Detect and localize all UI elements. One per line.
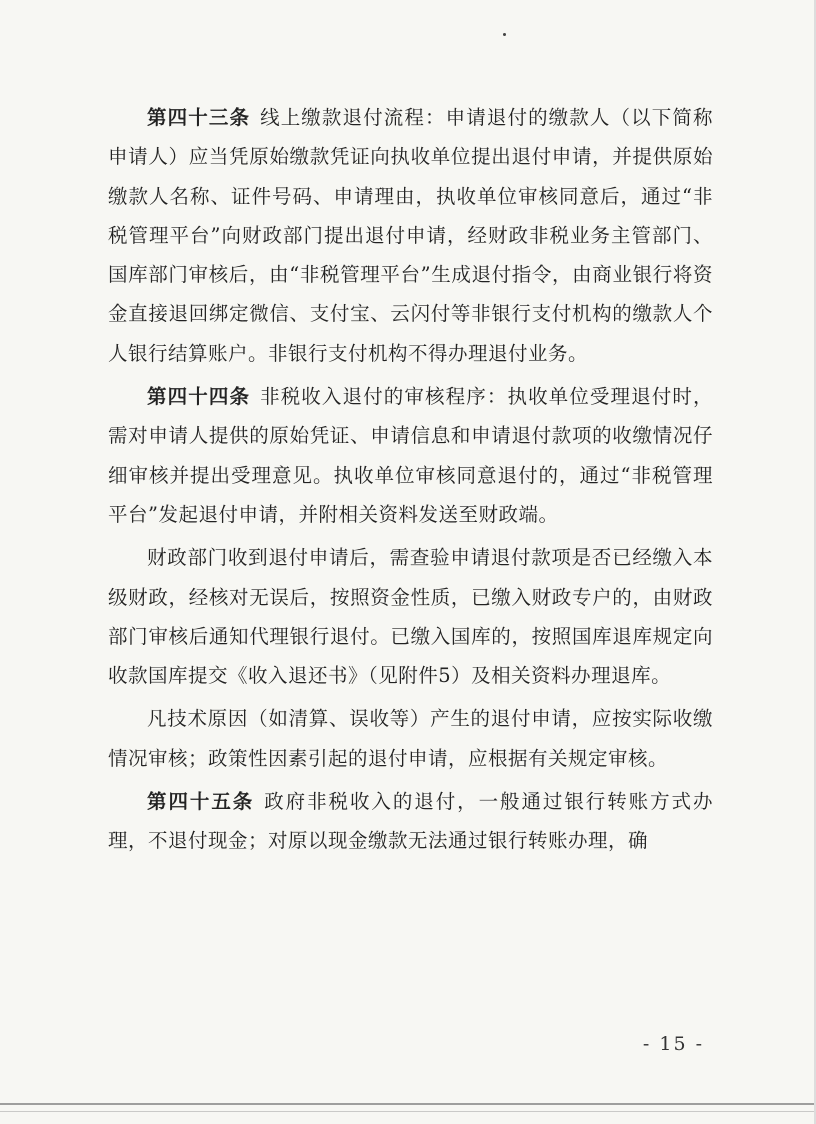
page-number: - 15 - [642,1033,704,1055]
scan-edge-line-secondary [0,1111,816,1112]
document-body [108,98,713,861]
paragraph-text: 非税收入退付的审核程序：执收单位受理退付时，需对申请人提供的原始凭证、申请信息和申请退付款项的收缴情况仔细审核并提出受理意见。执收单位审核同意退付的，通过“非税管理平台”发起退付申请，并附相关资料发送至财政端。 [108,385,713,526]
scan-speck [503,33,506,36]
paragraph-text: 政府非税收入的退付，一般通过银行转账方式办理，不退付现金；对原以现金缴款无法通过银行转账办理，确 [108,790,713,853]
article-number: 第四十三条 [147,106,251,129]
paragraph-article-44 [108,377,713,534]
article-number: 第四十五条 [147,790,255,814]
scan-edge-line [0,1103,816,1105]
paragraph-text: 凡技术原因（如清算、误收等）产生的退付申请，应按实际收缴情况审核；政策性因素引起的退付申请，应根据有关规定审核。 [108,707,713,770]
paragraph-article-43 [108,98,713,373]
paragraph-article-45 [108,782,713,861]
paragraph-text: 财政部门收到退付申请后，需查验申请退付款项是否已经缴入本级财政，经核对无误后，按照资金性质，已缴入财政专户的，由财政部门审核后通知代理银行退付。已缴入国库的，按照国库退库规定向收款国库提交《收入退还书》（见附件5）及相关资料办理退库。 [108,546,713,688]
paragraph-technical-reasons [108,699,713,778]
paragraph-text: 线上缴款退付流程：申请退付的缴款人（以下简称申请人）应当凭原始缴款凭证向执收单位提出退付申请，并提供原始缴款人名称、证件号码、申请理由，执收单位审核同意后，通过“非税管理平台”向财政部门提出退付申请，经财政非税业务主管部门、国库部门审核后，由“非税管理平台”生成退付指令，由商业银行将资金直接退回绑定微信、支付宝、云闪付等非银行支付机构的缴款人个人银行结算账户。非银行支付机构不得办理退付业务。 [108,106,713,365]
article-number: 第四十四条 [147,385,251,409]
paragraph-finance-review [108,538,713,695]
